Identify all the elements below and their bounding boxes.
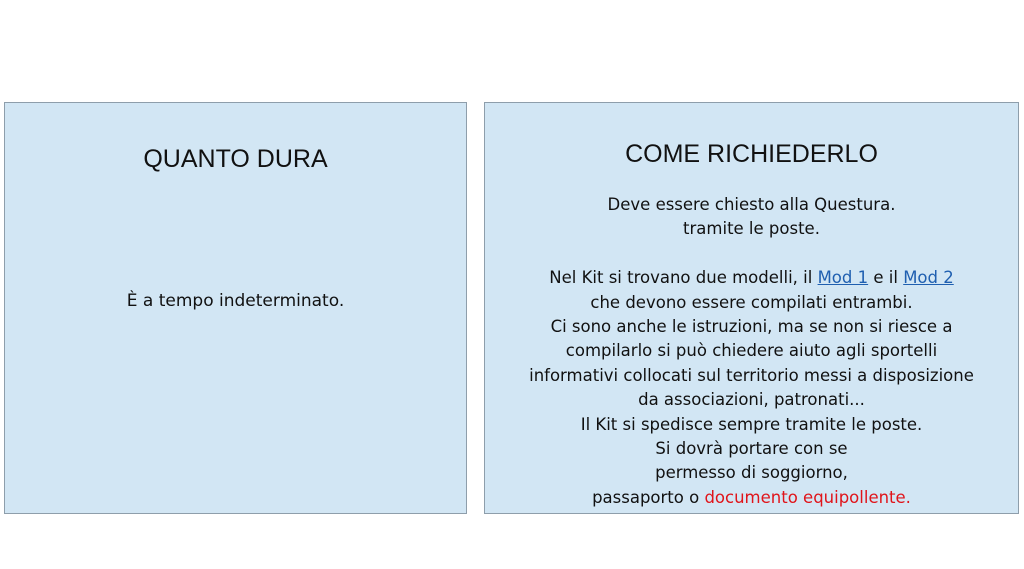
text-line: Deve essere chiesto alla Questura. bbox=[607, 195, 896, 214]
text-fragment: e il bbox=[868, 268, 904, 288]
text-line: Si dovrà portare con se bbox=[655, 438, 848, 458]
documents-line bbox=[485, 486, 1018, 510]
blank-line bbox=[485, 242, 1018, 266]
text-line: informativi collocati sul territorio messi a disposizione bbox=[529, 365, 974, 385]
duration-text: È a tempo indeterminato. bbox=[126, 291, 345, 311]
text-line: compilarlo si può chiedere aiuto agli sportelli bbox=[565, 341, 938, 361]
text-line: da associazioni, patronati... bbox=[638, 390, 865, 410]
text-fragment: Nel Kit si trovano due modelli, il bbox=[549, 268, 818, 288]
mod-2-link[interactable]: Mod 2 bbox=[903, 268, 954, 288]
text-fragment: passaporto o bbox=[592, 487, 705, 507]
text-line: Il Kit si spedisce sempre tramite le poste. bbox=[580, 414, 923, 434]
equivalent-document-highlight: documento equipollente. bbox=[704, 487, 911, 507]
text-line: permesso di soggiorno, bbox=[655, 463, 848, 483]
models-line bbox=[485, 266, 1018, 290]
how-to-request-panel bbox=[484, 102, 1019, 514]
text-line: tramite le poste. bbox=[683, 219, 820, 239]
text-line: Ci sono anche le istruzioni, ma se non si riesce a bbox=[550, 316, 953, 336]
duration-panel bbox=[4, 102, 467, 514]
how-to-request-title: COME RICHIEDERLO bbox=[625, 140, 878, 168]
how-to-request-text bbox=[485, 193, 1018, 510]
mod-1-link[interactable]: Mod 1 bbox=[817, 268, 869, 288]
duration-title: QUANTO DURA bbox=[143, 145, 328, 173]
text-line: che devono essere compilati entrambi. bbox=[590, 292, 913, 312]
